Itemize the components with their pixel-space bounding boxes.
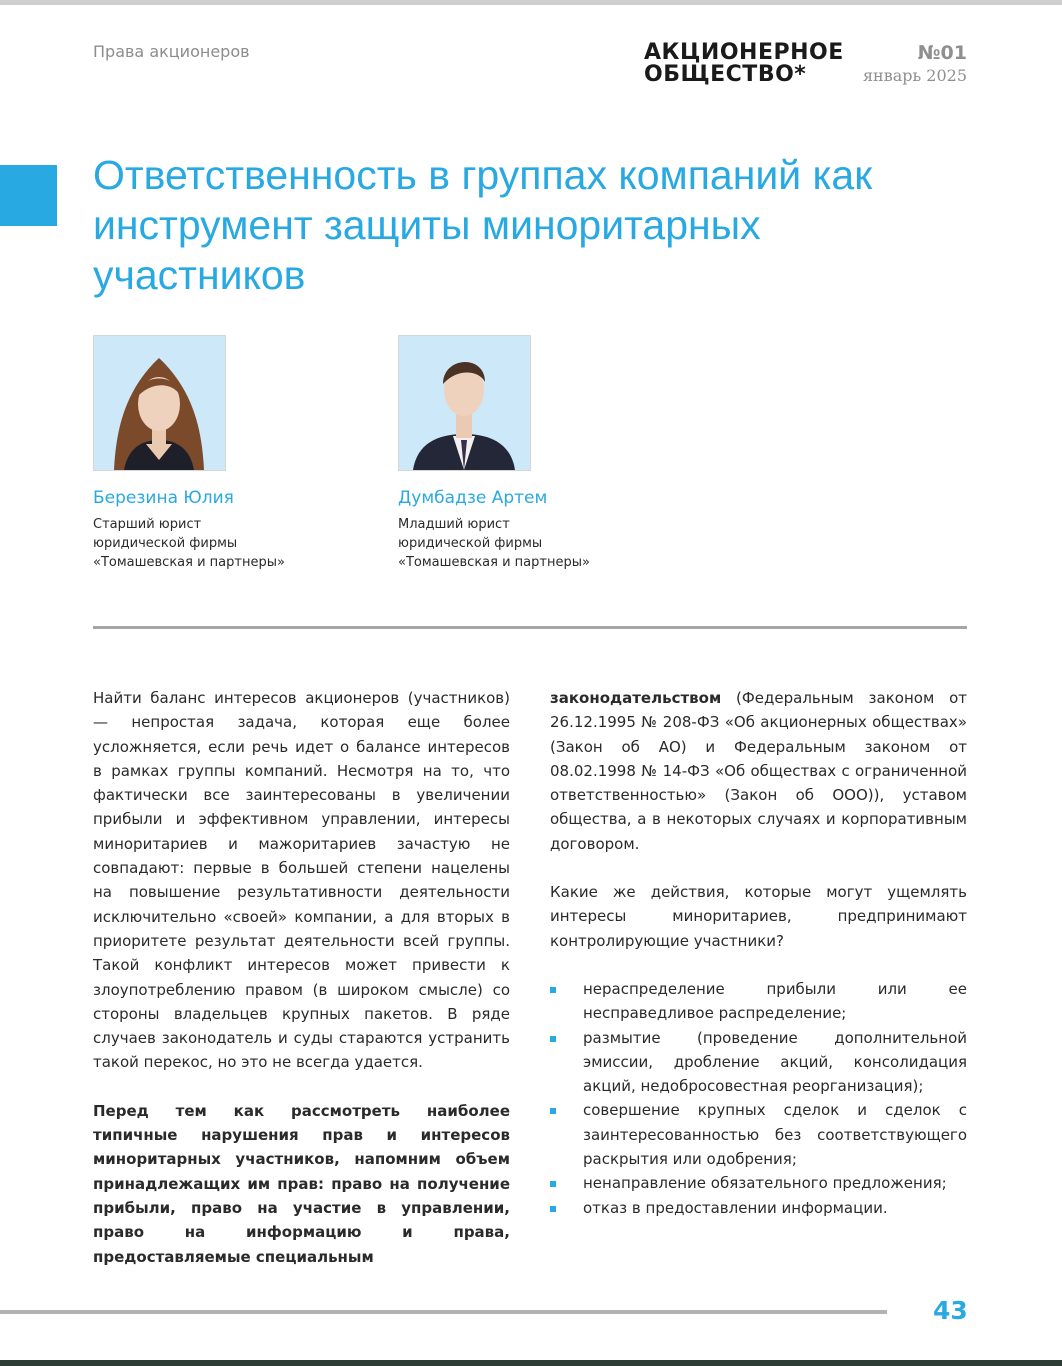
author-role: [398, 515, 658, 572]
section-label: Права акционеров: [93, 42, 250, 61]
author-card: [93, 335, 353, 572]
bottom-bar: [0, 1360, 1062, 1366]
lead-paragraph: Перед тем как рассмотреть наиболее типичные нарушения прав и интересов миноритарных участников, напомним объем принадлежащих им прав: право на получение прибыли, право на участие в управлении, право на информацию и права, предоставляемые специальным: [93, 1101, 510, 1266]
author-name: Думбадзе Артем: [398, 488, 548, 508]
author-role-line: Старший юрист: [93, 517, 202, 532]
violations-list: [550, 977, 967, 1220]
author-role-line: юридической фирмы: [398, 536, 543, 551]
body-paragraph: [550, 686, 967, 856]
paragraph-text: (Федеральным законом от 26.12.1995 № 208-ФЗ «Об акционерных обществах» (Закон об АО) и Федеральным законом от 08.02.1998 № 14-ФЗ «Об обществах с ограниченной ответственностью» (Закон об ООО)), уставом общества, а в некоторых случаях и корпоративным договором.: [550, 689, 967, 853]
list-item: размытие (проведение дополнительной эмиссии, дробление акций, консолидация акций, недобросовестная реорганизация);: [550, 1026, 967, 1099]
top-rule: [0, 0, 1062, 5]
section-divider: [93, 626, 967, 629]
author-role-line: «Томашевская и партнеры»: [93, 555, 285, 570]
issue-info: [863, 41, 967, 87]
footer-rule: [0, 1310, 887, 1314]
accent-block: [0, 165, 57, 226]
author-role-line: юридической фирмы: [93, 536, 238, 551]
author-photo: [93, 335, 226, 471]
author-card: [398, 335, 658, 572]
body-paragraph: Найти баланс интересов акционеров (участников) — непростая задача, которая еще более усложняется, если речь идет о балансе интересов в рамках группы компаний. Несмотря на то, что фактически все заинтересованы в увеличении прибыли и эффективном управлении, интересы миноритариев и мажоритариев зачастую не совпадают: первые в большей степени нацелены на повышение результативности деятельности исключительно «своей» компании, а для вторых в приоритете результат деятельности всей группы. Такой конфликт интересов может привести к злоупотреблению правом (в широком смысле) со стороны владельцев крупных пакетов. В ряде случаев законодатель и суды стараются устранить такой перекос, но это не всегда удается.: [93, 689, 510, 1072]
bold-term: законодательством: [550, 689, 722, 707]
author-role-line: «Томашевская и партнеры»: [398, 555, 590, 570]
author-photo: [398, 335, 531, 471]
author-role-line: Младший юрист: [398, 517, 510, 532]
list-item: нераспределение прибыли или ее несправедливое распределение;: [550, 977, 967, 1026]
list-item: совершение крупных сделок и сделок с заинтересованностью без соответствующего раскрытия или одобрения;: [550, 1098, 967, 1171]
issue-number: №01: [917, 42, 967, 64]
article-column-right: [550, 686, 967, 1220]
logo-line-1: АКЦИОНЕРНОЕ: [644, 40, 844, 65]
article-title: Ответственность в группах компаний как инструмент защиты миноритарных участников: [93, 152, 873, 298]
author-role: [93, 515, 353, 572]
logo-line-2: ОБЩЕСТВО*: [644, 62, 807, 87]
magazine-logo: [644, 42, 844, 86]
page-number: 43: [933, 1296, 968, 1325]
list-item: ненаправление обязательного предложения;: [550, 1171, 967, 1195]
article-column-left: [93, 686, 510, 1269]
author-name: Березина Юлия: [93, 488, 234, 508]
issue-date: январь 2025: [862, 66, 967, 85]
list-item: отказ в предоставлении информации.: [550, 1196, 967, 1220]
question-paragraph: Какие же действия, которые могут ущемлять интересы миноритариев, предпринимают контролирующие участники?: [550, 883, 967, 950]
